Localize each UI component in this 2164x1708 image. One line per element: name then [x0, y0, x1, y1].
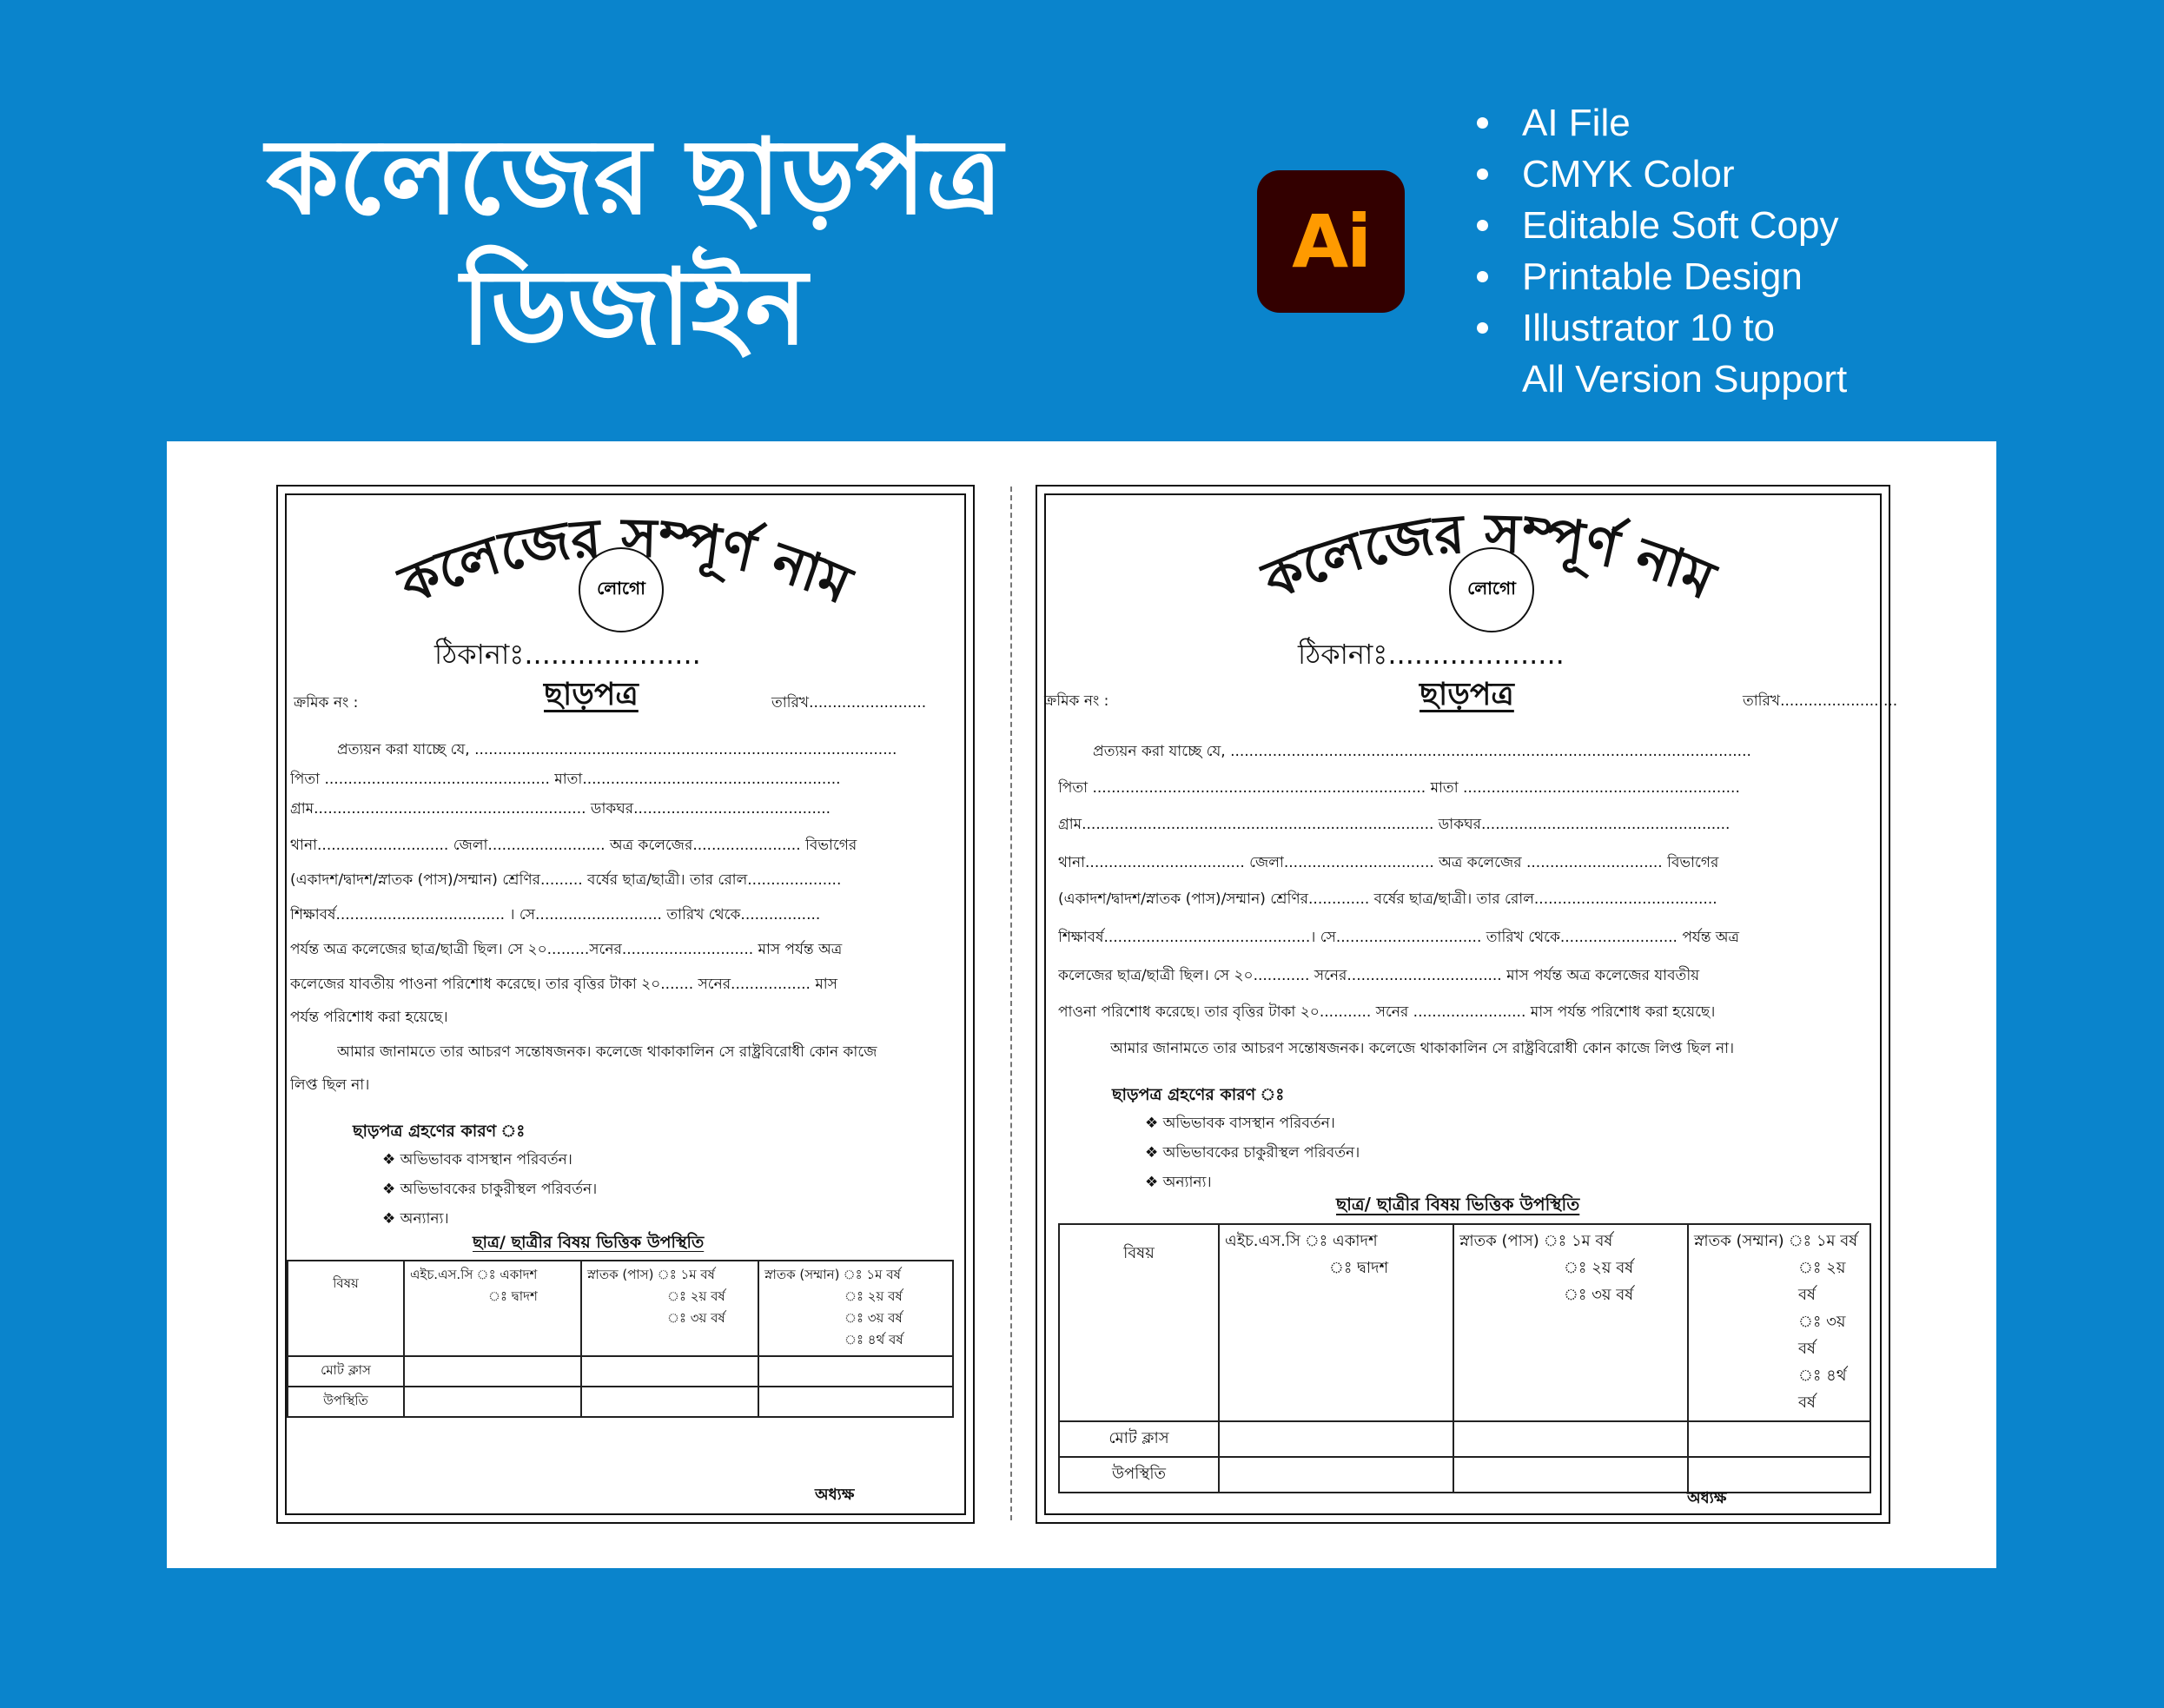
feature-item: [1477, 149, 1847, 200]
logo-placeholder: [579, 547, 664, 632]
reason-item: [1145, 1112, 1335, 1136]
logo-label: লোগো: [597, 577, 645, 599]
reason-item: [382, 1208, 449, 1232]
diamond-bullet-icon: ❖: [382, 1181, 396, 1198]
ai-icon-label: Ai: [1292, 199, 1370, 284]
cell-text: ঃ দ্বাদশ: [1329, 1259, 1389, 1277]
body-line: পিতা ....................................................................... মাতা ...........................................................: [1058, 779, 1740, 797]
body-line: আমার জানামতে তার আচরণ সন্তোষজনক। কলেজে থাকাকালিন সে রাষ্ট্রবিরোধী কোন কাজে লিপ্ত ছিল না।: [1110, 1040, 1735, 1057]
table-cell: [581, 1387, 758, 1417]
table-row: [288, 1356, 953, 1387]
logo-placeholder: [1449, 547, 1534, 632]
subject-header: [288, 1261, 404, 1356]
body-line: পর্যন্ত অত্র কলেজের ছাত্র/ছাত্রী ছিল। সে ২০.........সনের............................ মাস পর্যন্ত অত্র: [290, 941, 843, 958]
adobe-illustrator-icon: [1257, 170, 1405, 313]
diamond-bullet-icon: ❖: [1145, 1144, 1159, 1162]
feature-item-continued: [1477, 354, 1847, 405]
title-line-2: ডিজাইন: [460, 248, 808, 368]
cell-text: ঃ ৩য় বর্ষ: [844, 1310, 903, 1326]
reason-text: অভিভাবক বাসস্থান পরিবর্তন।: [1162, 1115, 1335, 1132]
feature-item: [1477, 200, 1847, 251]
body-line: লিপ্ত ছিল না।: [290, 1076, 370, 1094]
table-cell: [581, 1356, 758, 1387]
diamond-bullet-icon: ❖: [382, 1210, 396, 1228]
table-cell: [1453, 1421, 1688, 1457]
address: ঠিকানাঃ....................: [434, 638, 701, 671]
reason-title: ছাড়পত্র গ্রহণের কারণ ঃ: [1112, 1085, 1285, 1104]
body-line: গ্রাম.......................................................... ডাকঘর..........................................: [290, 800, 831, 818]
attendance-title: ছাত্র/ ছাত্রীর বিষয় ভিত্তিক উপস্থিতি: [473, 1233, 705, 1252]
row-label: মোট ক্লাস: [1059, 1421, 1219, 1457]
college-name: কলেজের সম্পূর্ণ নাম: [390, 505, 861, 617]
pass-header: [1453, 1224, 1688, 1421]
cell-text: স্নাতক (পাস) ঃ ১ম বর্ষ: [587, 1267, 715, 1282]
cell-text: ঃ ৩য় বর্ষ: [1564, 1286, 1634, 1304]
table-cell: [758, 1387, 953, 1417]
table-cell: [1453, 1457, 1688, 1493]
cell-text: ঃ দ্বাদশ: [488, 1288, 538, 1304]
table-cell: [1219, 1457, 1453, 1493]
row-label: মোট ক্লাস: [288, 1356, 404, 1387]
address: ঠিকানাঃ....................: [1298, 638, 1565, 671]
body-line: কলেজের ছাত্র/ছাত্রী ছিল। সে ২০............ সনের................................. মাস পর্যন্ত অত্র কলেজের যাবতীয়: [1058, 967, 1700, 984]
hsc-header: [1219, 1224, 1453, 1421]
reason-item: [1145, 1142, 1360, 1166]
bullet-icon: [1477, 322, 1488, 334]
row-label: উপস্থিতি: [288, 1387, 404, 1417]
attendance-table: [287, 1260, 954, 1418]
cell-text: ঃ ৪র্থ বর্ষ: [1798, 1367, 1847, 1412]
serial-number-label: ক্রমিক নং :: [294, 694, 359, 712]
cell-text: স্নাতক (সম্মান) ঃ ১ম বর্ষ: [1694, 1232, 1858, 1250]
table-cell: [404, 1387, 581, 1417]
reason-text: অভিভাবক বাসস্থান পরিবর্তন।: [400, 1151, 572, 1168]
bullet-icon: [1477, 220, 1488, 231]
body-line: গ্রাম........................................................................... ডাকঘর.....................................................: [1058, 816, 1731, 833]
table-row: [288, 1387, 953, 1417]
cell-text: ঃ ২য় বর্ষ: [1798, 1259, 1846, 1304]
cell-text: বিষয়: [1123, 1244, 1155, 1262]
table-cell: [758, 1356, 953, 1387]
reason-title: ছাড়পত্র গ্রহণের কারণ ঃ: [353, 1122, 526, 1141]
serial-number-label: ক্রমিক নং :: [1044, 692, 1109, 710]
hsc-header: [404, 1261, 581, 1356]
table-header-row: [288, 1261, 953, 1356]
reason-text: অন্যান্য।: [1162, 1174, 1212, 1191]
diamond-bullet-icon: ❖: [1145, 1115, 1159, 1132]
hons-header: [758, 1261, 953, 1356]
certificate-right: [1036, 485, 1898, 1524]
certificate-title: ছাড়পত্র: [544, 677, 639, 712]
logo-label: লোগো: [1467, 577, 1516, 599]
bullet-icon: [1477, 271, 1488, 282]
row-label: উপস্থিতি: [1059, 1457, 1219, 1493]
feature-text: AI File: [1522, 102, 1631, 144]
body-line: থানা.................................. জেলা................................ অত্র কলেজের ............................. বিভাগের: [1058, 854, 1719, 871]
table-row: [1059, 1421, 1870, 1457]
principal-signature: অধ্যক্ষ: [815, 1486, 855, 1504]
subject-header: [1059, 1224, 1219, 1421]
table-cell: [404, 1356, 581, 1387]
date-field: তারিখ.........................: [1743, 692, 1898, 710]
cell-text: ঃ ২য় বর্ষ: [844, 1288, 903, 1304]
table-header-row: [1059, 1224, 1870, 1421]
attendance-table: [1058, 1223, 1871, 1493]
feature-text: CMYK Color: [1522, 153, 1735, 195]
principal-signature: অধ্যক্ষ: [1687, 1489, 1727, 1507]
feature-list: [1477, 97, 1847, 405]
body-line: প্রত্যয়ন করা যাচ্ছে যে, ...............................................................................................................: [1093, 743, 1751, 760]
page-title: [261, 113, 1008, 374]
cell-text: স্নাতক (সম্মান) ঃ ১ম বর্ষ: [764, 1267, 901, 1282]
hons-header: [1688, 1224, 1870, 1421]
body-line: পাওনা পরিশোধ করেছে। তার বৃত্তির টাকা ২০........... সনের ........................ মাস পর্যন্ত পরিশোধ করা হয়েছে।: [1058, 1003, 1716, 1021]
feature-item: [1477, 97, 1847, 149]
body-line: আমার জানামতে তার আচরণ সন্তোষজনক। কলেজে থাকাকালিন সে রাষ্ট্রবিরোধী কোন কাজে: [337, 1043, 877, 1061]
feature-item: [1477, 302, 1847, 354]
table-row: [1059, 1457, 1870, 1493]
date-field: তারিখ.........................: [771, 694, 927, 712]
body-line: পর্যন্ত পরিশোধ করা হয়েছে।: [290, 1009, 448, 1026]
diamond-bullet-icon: ❖: [382, 1151, 396, 1168]
reason-item: [382, 1149, 572, 1173]
body-line: শিক্ষাবর্ষ.................................... । সে........................... তারিখ থেকে.................: [290, 906, 821, 924]
bullet-icon: [1477, 169, 1488, 180]
body-line: কলেজের যাবতীয় পাওনা পরিশোধ করেছে। তার বৃত্তির টাকা ২০....... সনের................. মাস: [290, 976, 837, 993]
cell-text: স্নাতক (পাস) ঃ ১ম বর্ষ: [1459, 1232, 1613, 1250]
body-line: শিক্ষাবর্ষ............................................। সে............................... তারিখ থেকে......................... পর্যন্ত অত্র: [1058, 929, 1740, 946]
body-line: প্রত্যয়ন করা যাচ্ছে যে, ..........................................................................................: [337, 741, 897, 758]
feature-text: Printable Design: [1522, 255, 1803, 298]
cell-text: ঃ ৩য় বর্ষ: [1798, 1313, 1846, 1358]
cell-text: ঃ ৩য় বর্ষ: [667, 1310, 725, 1326]
certificate-title: ছাড়পত্র: [1420, 677, 1514, 712]
reason-text: অভিভাবকের চাকুরীস্থল পরিবর্তন।: [1162, 1144, 1360, 1162]
body-line: থানা............................ জেলা......................... অত্র কলেজের....................... বিভাগের: [290, 837, 857, 854]
body-line: (একাদশ/দ্বাদশ/স্নাতক (পাস)/সম্মান) শ্রেণির......... বর্ষের ছাত্র/ছাত্রী। তার রোল....................: [290, 871, 842, 889]
body-line: (একাদশ/দ্বাদশ/স্নাতক (পাস)/সম্মান) শ্রেণির............. বর্ষের ছাত্র/ছাত্রী। তার রোল.......................................: [1058, 890, 1717, 908]
feature-text: Illustrator 10 to: [1522, 307, 1776, 349]
cell-text: ঃ ২য় বর্ষ: [667, 1288, 725, 1304]
cell-text: ঃ ২য় বর্ষ: [1564, 1259, 1634, 1277]
reason-item: [1145, 1171, 1212, 1195]
table-cell: [1219, 1421, 1453, 1457]
reason-text: অভিভাবকের চাকুরীস্থল পরিবর্তন।: [400, 1181, 598, 1198]
cell-text: ঃ ৪র্থ বর্ষ: [844, 1332, 903, 1347]
cell-text: এইচ.এস.সি ঃ একাদশ: [1225, 1232, 1378, 1250]
feature-text: Editable Soft Copy: [1522, 204, 1839, 247]
college-name: কলেজের সম্পূর্ণ নাম: [1254, 500, 1724, 612]
feature-item: [1477, 251, 1847, 302]
attendance-title: ছাত্র/ ছাত্রীর বিষয় ভিত্তিক উপস্থিতি: [1336, 1194, 1580, 1215]
title-line-1: কলেজের ছাড়পত্র: [266, 117, 1003, 238]
reason-text: অন্যান্য।: [400, 1210, 449, 1228]
reason-item: [382, 1178, 597, 1202]
bullet-icon: [1477, 117, 1488, 129]
body-line: পিতা ................................................ মাতা.......................................................: [290, 771, 841, 788]
cell-text: এইচ.এস.সি ঃ একাদশ: [410, 1267, 538, 1282]
diamond-bullet-icon: ❖: [1145, 1174, 1159, 1191]
cell-text: বিষয়: [333, 1275, 359, 1291]
certificate-left: [276, 485, 975, 1524]
pass-header: [581, 1261, 758, 1356]
feature-text: All Version Support: [1522, 358, 1848, 401]
page-divider: [1010, 487, 1012, 1520]
table-cell: [1688, 1421, 1870, 1457]
